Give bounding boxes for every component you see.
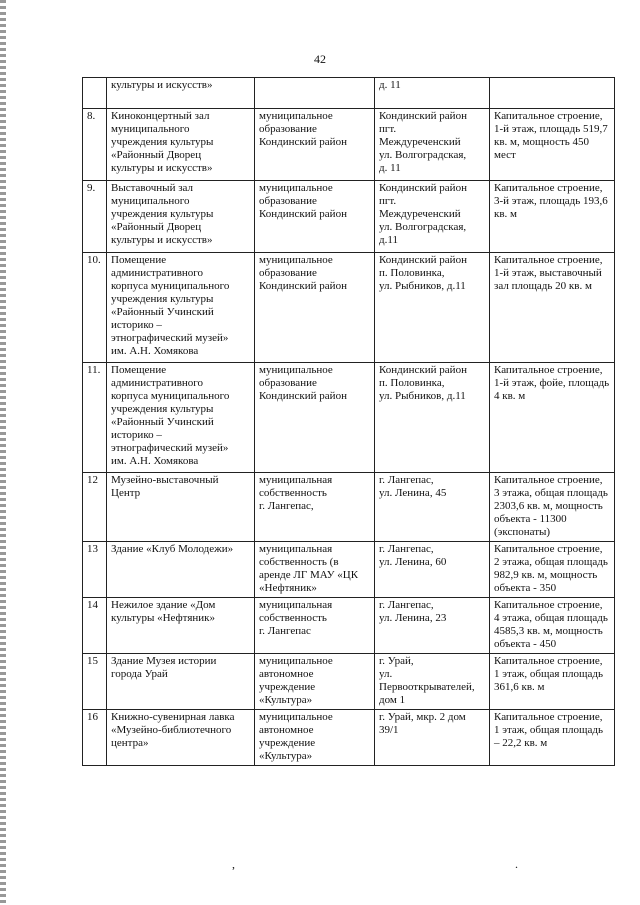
cell-name: Киноконцертный зал муниципального учреждения культуры «Районный Дворец культуры и искусств» [107, 109, 255, 181]
cell-description: Капитальное строение, 2 этажа, общая площадь 982,9 кв. м, мощность объекта - 350 [490, 542, 615, 598]
cell-owner: муниципальная собственность (в аренде ЛГ МАУ «ЦК «Нефтяник» [255, 542, 375, 598]
cell-description: Капитальное строение, 4 этажа, общая площадь 4585,3 кв. м, мощность объекта - 450 [490, 598, 615, 654]
footer-mark: . [515, 857, 518, 871]
cell-name: Помещение административного корпуса муниципального учреждения культуры «Районный Учинский историко – этнографический музей» им. А.Н. Хомякова [107, 253, 255, 363]
cell-address: г. Урай, мкр. 2 дом 39/1 [375, 710, 490, 766]
cell-address: Кондинский район п. Половинка, ул. Рыбников, д.11 [375, 253, 490, 363]
cell-description: Капитальное строение, 3 этажа, общая площадь 2303,6 кв. м, мощность объекта - 11300 (экспонаты) [490, 473, 615, 542]
cell-owner: муниципальное образование Кондинский район [255, 181, 375, 253]
cell-num: 9. [83, 181, 107, 253]
table-row [83, 109, 615, 181]
cell-num: 12 [83, 473, 107, 542]
table-row [83, 473, 615, 542]
cell-name: Книжно-сувенирная лавка «Музейно-библиотечного центра» [107, 710, 255, 766]
cell-name: Выставочный зал муниципального учреждения культуры «Районный Дворец культуры и искусств» [107, 181, 255, 253]
cell-address: г. Урай, ул. Первооткрывателей, дом 1 [375, 654, 490, 710]
table-row [83, 253, 615, 363]
cell-address: Кондинский район пгт. Междуреченский ул. Волгоградская, д. 11 [375, 109, 490, 181]
cell-owner: муниципальное образование Кондинский район [255, 363, 375, 473]
table-row [83, 78, 615, 109]
cell-address: д. 11 [375, 78, 490, 109]
cell-owner: муниципальное автономное учреждение «Культура» [255, 654, 375, 710]
cell-owner: муниципальная собственность г. Лангепас [255, 598, 375, 654]
cell-num [83, 78, 107, 109]
cell-name: культуры и искусств» [107, 78, 255, 109]
cell-num: 14 [83, 598, 107, 654]
table-row [83, 363, 615, 473]
cell-description: Капитальное строение, 1-й этаж, площадь 519,7 кв. м, мощность 450 мест [490, 109, 615, 181]
cell-description [490, 78, 615, 109]
table-row [83, 654, 615, 710]
page-number: 42 [314, 52, 326, 66]
cell-owner: муниципальное автономное учреждение «Культура» [255, 710, 375, 766]
cell-owner: муниципальное образование Кондинский район [255, 253, 375, 363]
table-row [83, 710, 615, 766]
cell-owner: муниципальная собственность г. Лангепас, [255, 473, 375, 542]
cell-num: 8. [83, 109, 107, 181]
binding-edge [0, 0, 6, 905]
table-row [83, 598, 615, 654]
cell-name: Музейно-выставочный Центр [107, 473, 255, 542]
cell-description: Капитальное строение, 1-й этаж, выставочный зал площадь 20 кв. м [490, 253, 615, 363]
table-row [83, 542, 615, 598]
cell-description: Капитальное строение, 3-й этаж, площадь 193,6 кв. м [490, 181, 615, 253]
cell-num: 13 [83, 542, 107, 598]
cell-address: Кондинский район п. Половинка, ул. Рыбников, д.11 [375, 363, 490, 473]
table-row [83, 181, 615, 253]
cell-num: 11. [83, 363, 107, 473]
cell-name: Помещение административного корпуса муниципального учреждения культуры «Районный Учинский историко – этнографический музей» им. А.Н. Хомякова [107, 363, 255, 473]
cell-owner [255, 78, 375, 109]
cell-address: г. Лангепас, ул. Ленина, 23 [375, 598, 490, 654]
cell-address: г. Лангепас, ул. Ленина, 45 [375, 473, 490, 542]
cell-num: 15 [83, 654, 107, 710]
cell-description: Капитальное строение, 1-й этаж, фойе, площадь 4 кв. м [490, 363, 615, 473]
cell-description: Капитальное строение, 1 этаж, общая площадь 361,6 кв. м [490, 654, 615, 710]
cell-address: Кондинский район пгт. Междуреченский ул. Волгоградская, д.11 [375, 181, 490, 253]
cell-num: 16 [83, 710, 107, 766]
footer-mark: , [232, 857, 235, 871]
cell-name: Нежилое здание «Дом культуры «Нефтяник» [107, 598, 255, 654]
cell-address: г. Лангепас, ул. Ленина, 60 [375, 542, 490, 598]
cell-name: Здание «Клуб Молодежи» [107, 542, 255, 598]
cell-owner: муниципальное образование Кондинский район [255, 109, 375, 181]
cell-name: Здание Музея истории города Урай [107, 654, 255, 710]
property-table [82, 77, 615, 766]
cell-description: Капитальное строение, 1 этаж, общая площадь – 22,2 кв. м [490, 710, 615, 766]
table-body [83, 78, 615, 766]
cell-num: 10. [83, 253, 107, 363]
